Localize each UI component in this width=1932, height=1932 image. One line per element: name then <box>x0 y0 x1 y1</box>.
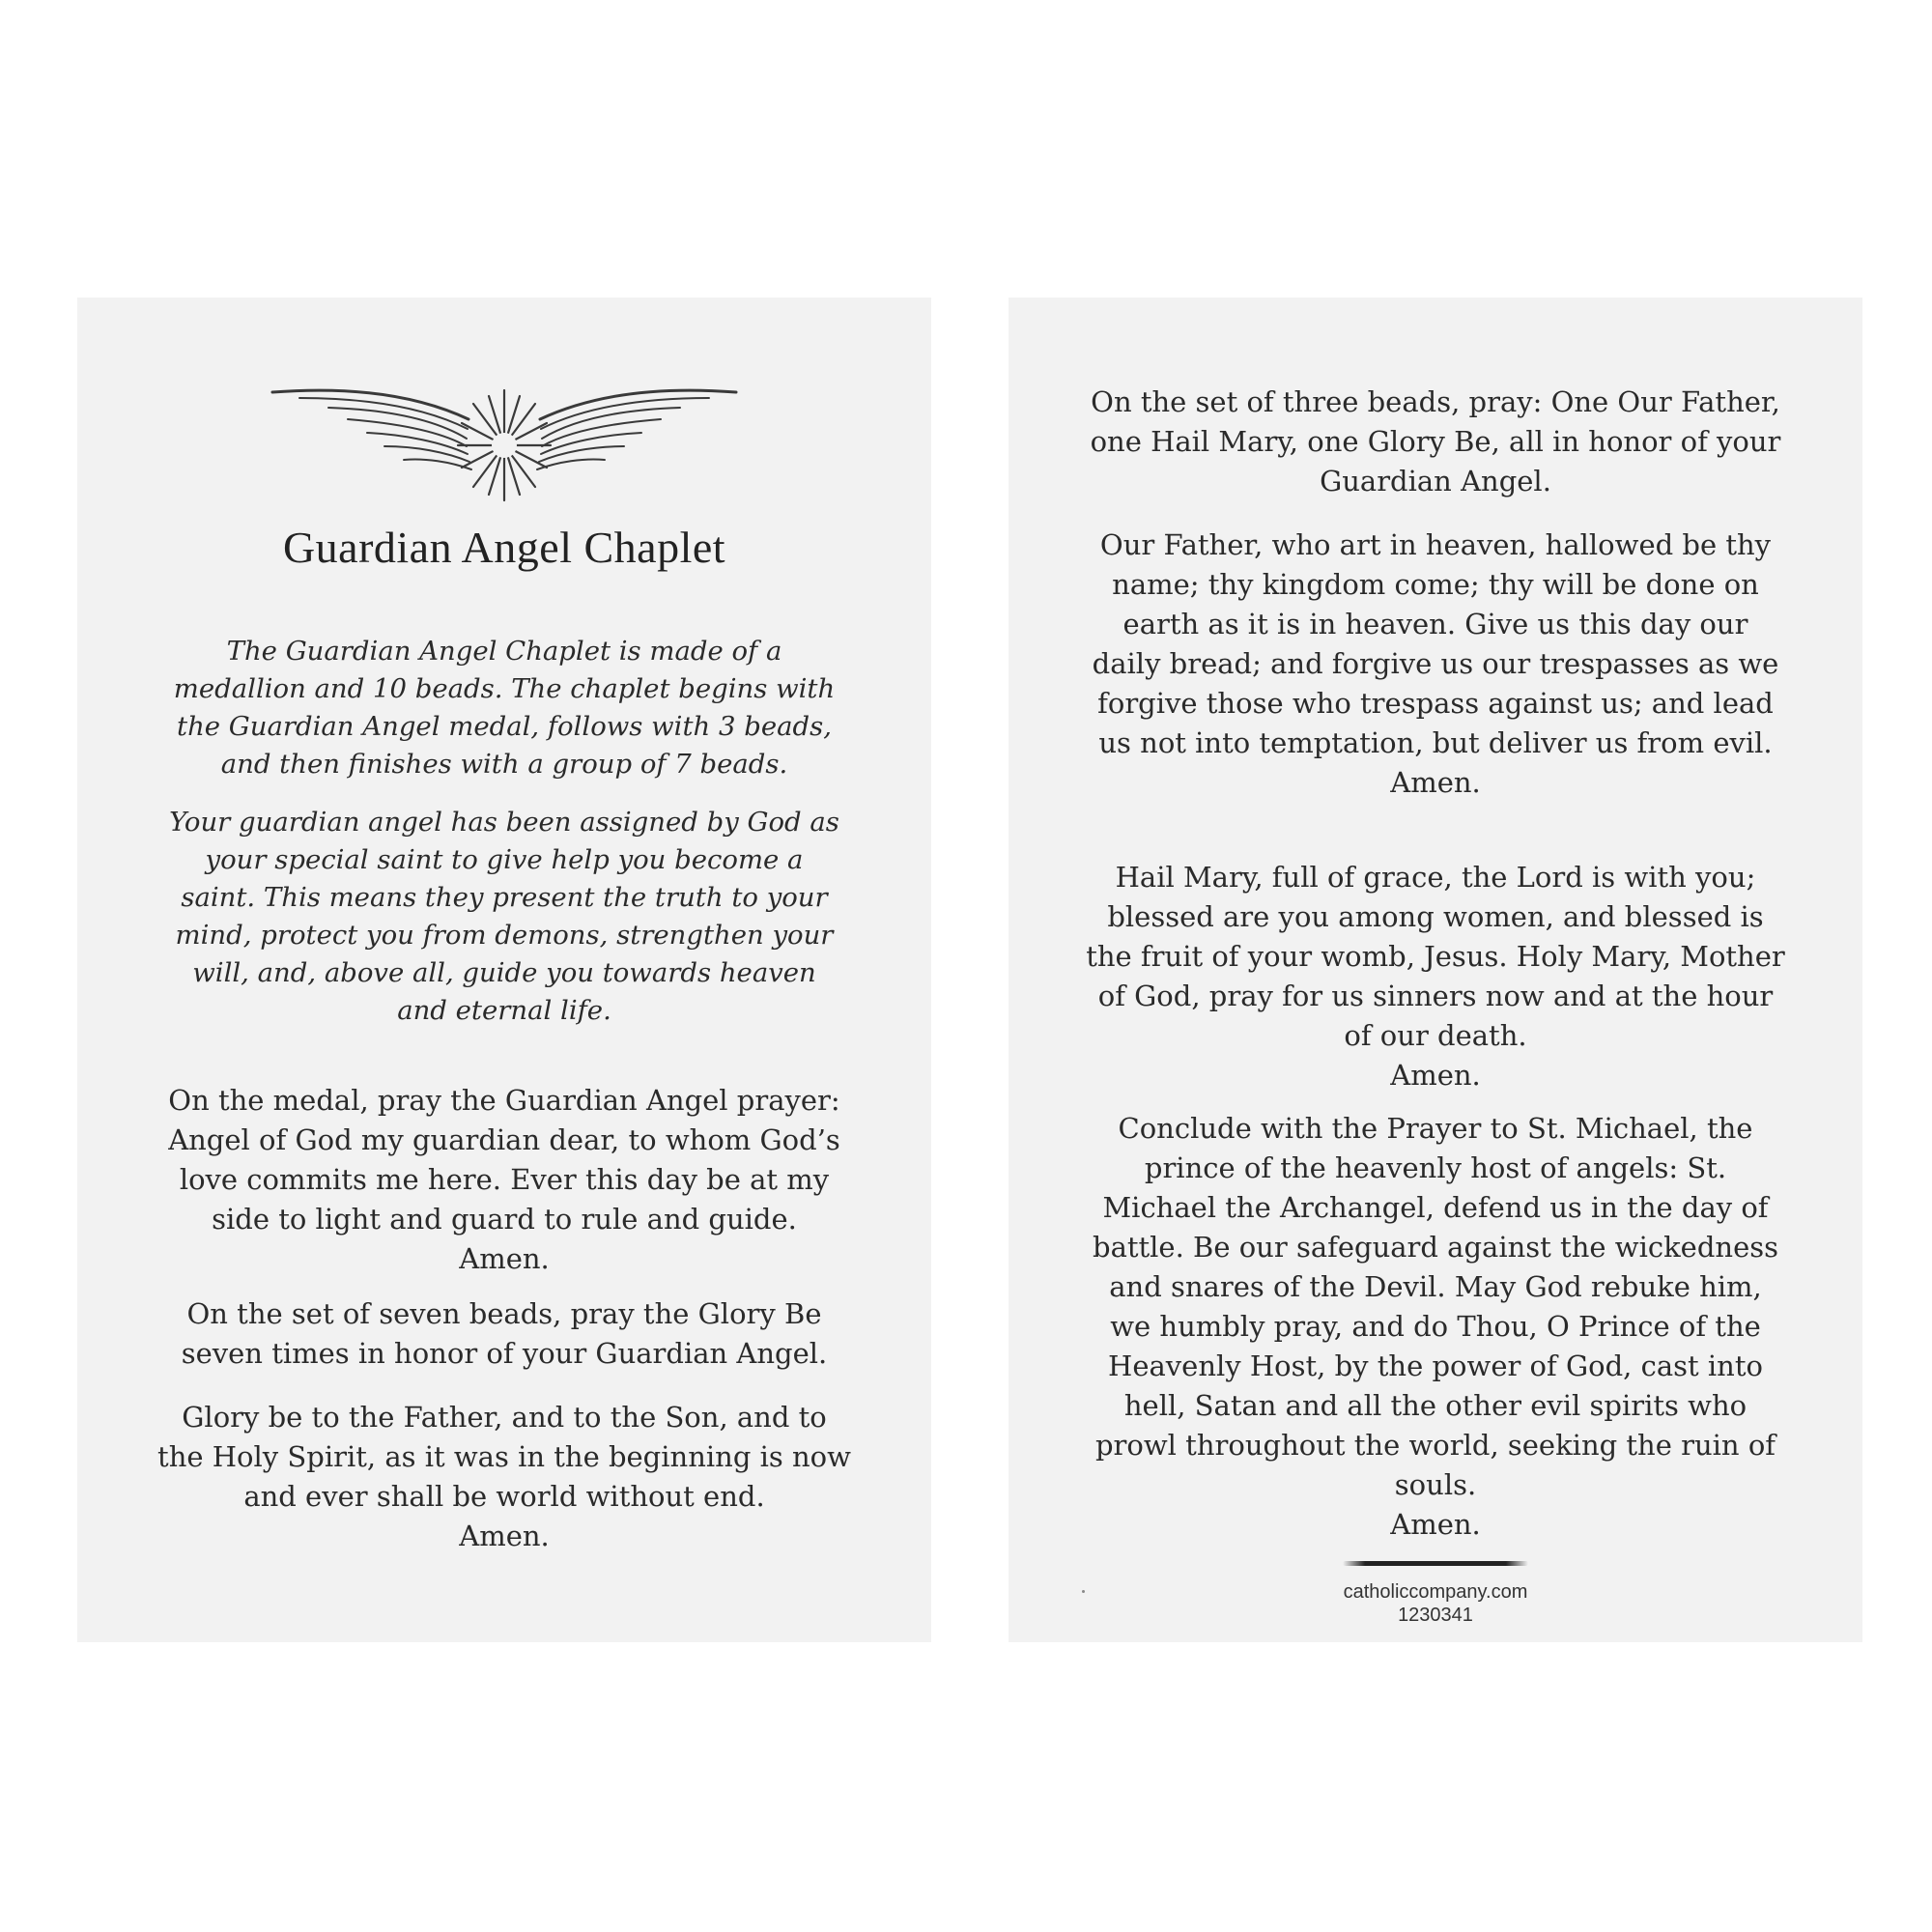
our-father-text: Our Father, who art in heaven, hallowed be thy name; thy kingdom come; thy will be done on earth as it is in heaven. Give us this day our daily bread; and forgive us our trespasses as we forgive those who trespass against us; and lead us not into temptation, but deliver us from evil. <box>1092 528 1779 759</box>
hail-mary-text: Hail Mary, full of grace, the Lord is with you; blessed are you among women, and blessed is the fruit of your womb, Jesus. Holy Mary, Mother of God, pray for us sinners now and at the hour of our death. <box>1086 861 1785 1052</box>
amen-text: Amen. <box>459 1242 550 1275</box>
glory-be-block <box>155 1398 854 1556</box>
item-code-text: 1230341 <box>1398 1605 1473 1626</box>
divider-rule <box>1343 1561 1528 1566</box>
our-father-block <box>1086 526 1785 803</box>
winged-sunburst-icon <box>270 383 738 508</box>
amen-text: Amen. <box>459 1520 550 1552</box>
three-beads-instruction: On the set of three beads, pray: One Our Father, one Hail Mary, one Glory Be, all in honor of your Guardian Angel. <box>1090 385 1781 497</box>
prayer-card-front <box>77 298 931 1642</box>
glory-be-text: Glory be to the Father, and to the Son, and to the Holy Spirit, as it was in the beginning is now and ever shall be world without end. <box>157 1401 851 1513</box>
medal-prayer-block <box>155 1081 854 1279</box>
hail-mary-block <box>1086 858 1785 1095</box>
amen-text: Amen. <box>1390 1059 1481 1092</box>
prayer-card-back <box>1009 298 1862 1642</box>
chaplet-intro-text: The Guardian Angel Chaplet is made of a medallion and 10 beads. The chaplet begins with the Guardian Angel medal, follows with 3 beads, and then finishes with a group of 7 beads. <box>173 636 836 780</box>
page-title: Guardian Angel Chaplet <box>282 523 726 572</box>
guardian-angel-description: Your guardian angel has been assigned by God as your special saint to give help you become a saint. This means they present the truth to your mind, protect you from demons, strengthen your will, and, above all, guide you towards heaven and eternal life. <box>169 807 839 1026</box>
medal-prayer-text: On the medal, pray the Guardian Angel prayer: Angel of God my guardian dear, to whom God’s love commits me here. Ever this day be at my side to light and guard to rule and guide. <box>168 1084 840 1236</box>
website-text: catholiccompany.com <box>1343 1581 1528 1603</box>
seven-beads-instruction: On the set of seven beads, pray the Glory Be seven times in honor of your Guardian Angel. <box>181 1297 828 1370</box>
publisher-footer <box>1009 1580 1862 1627</box>
st-michael-block <box>1086 1109 1785 1545</box>
st-michael-text: Conclude with the Prayer to St. Michael, the prince of the heavenly host of angels: St. Michael the Archangel, defend us in the day of battle. Be our safeguard against the wickedness and snares of the Devil. May God rebuke him, we humbly pray, and do Thou, O Prince of the Heavenly Host, by the power of God, cast into hell, Satan and all the other evil spirits who prowl throughout the world, seeking the ruin of souls. <box>1093 1112 1778 1501</box>
amen-text: Amen. <box>1390 1508 1481 1541</box>
amen-text: Amen. <box>1390 766 1481 799</box>
